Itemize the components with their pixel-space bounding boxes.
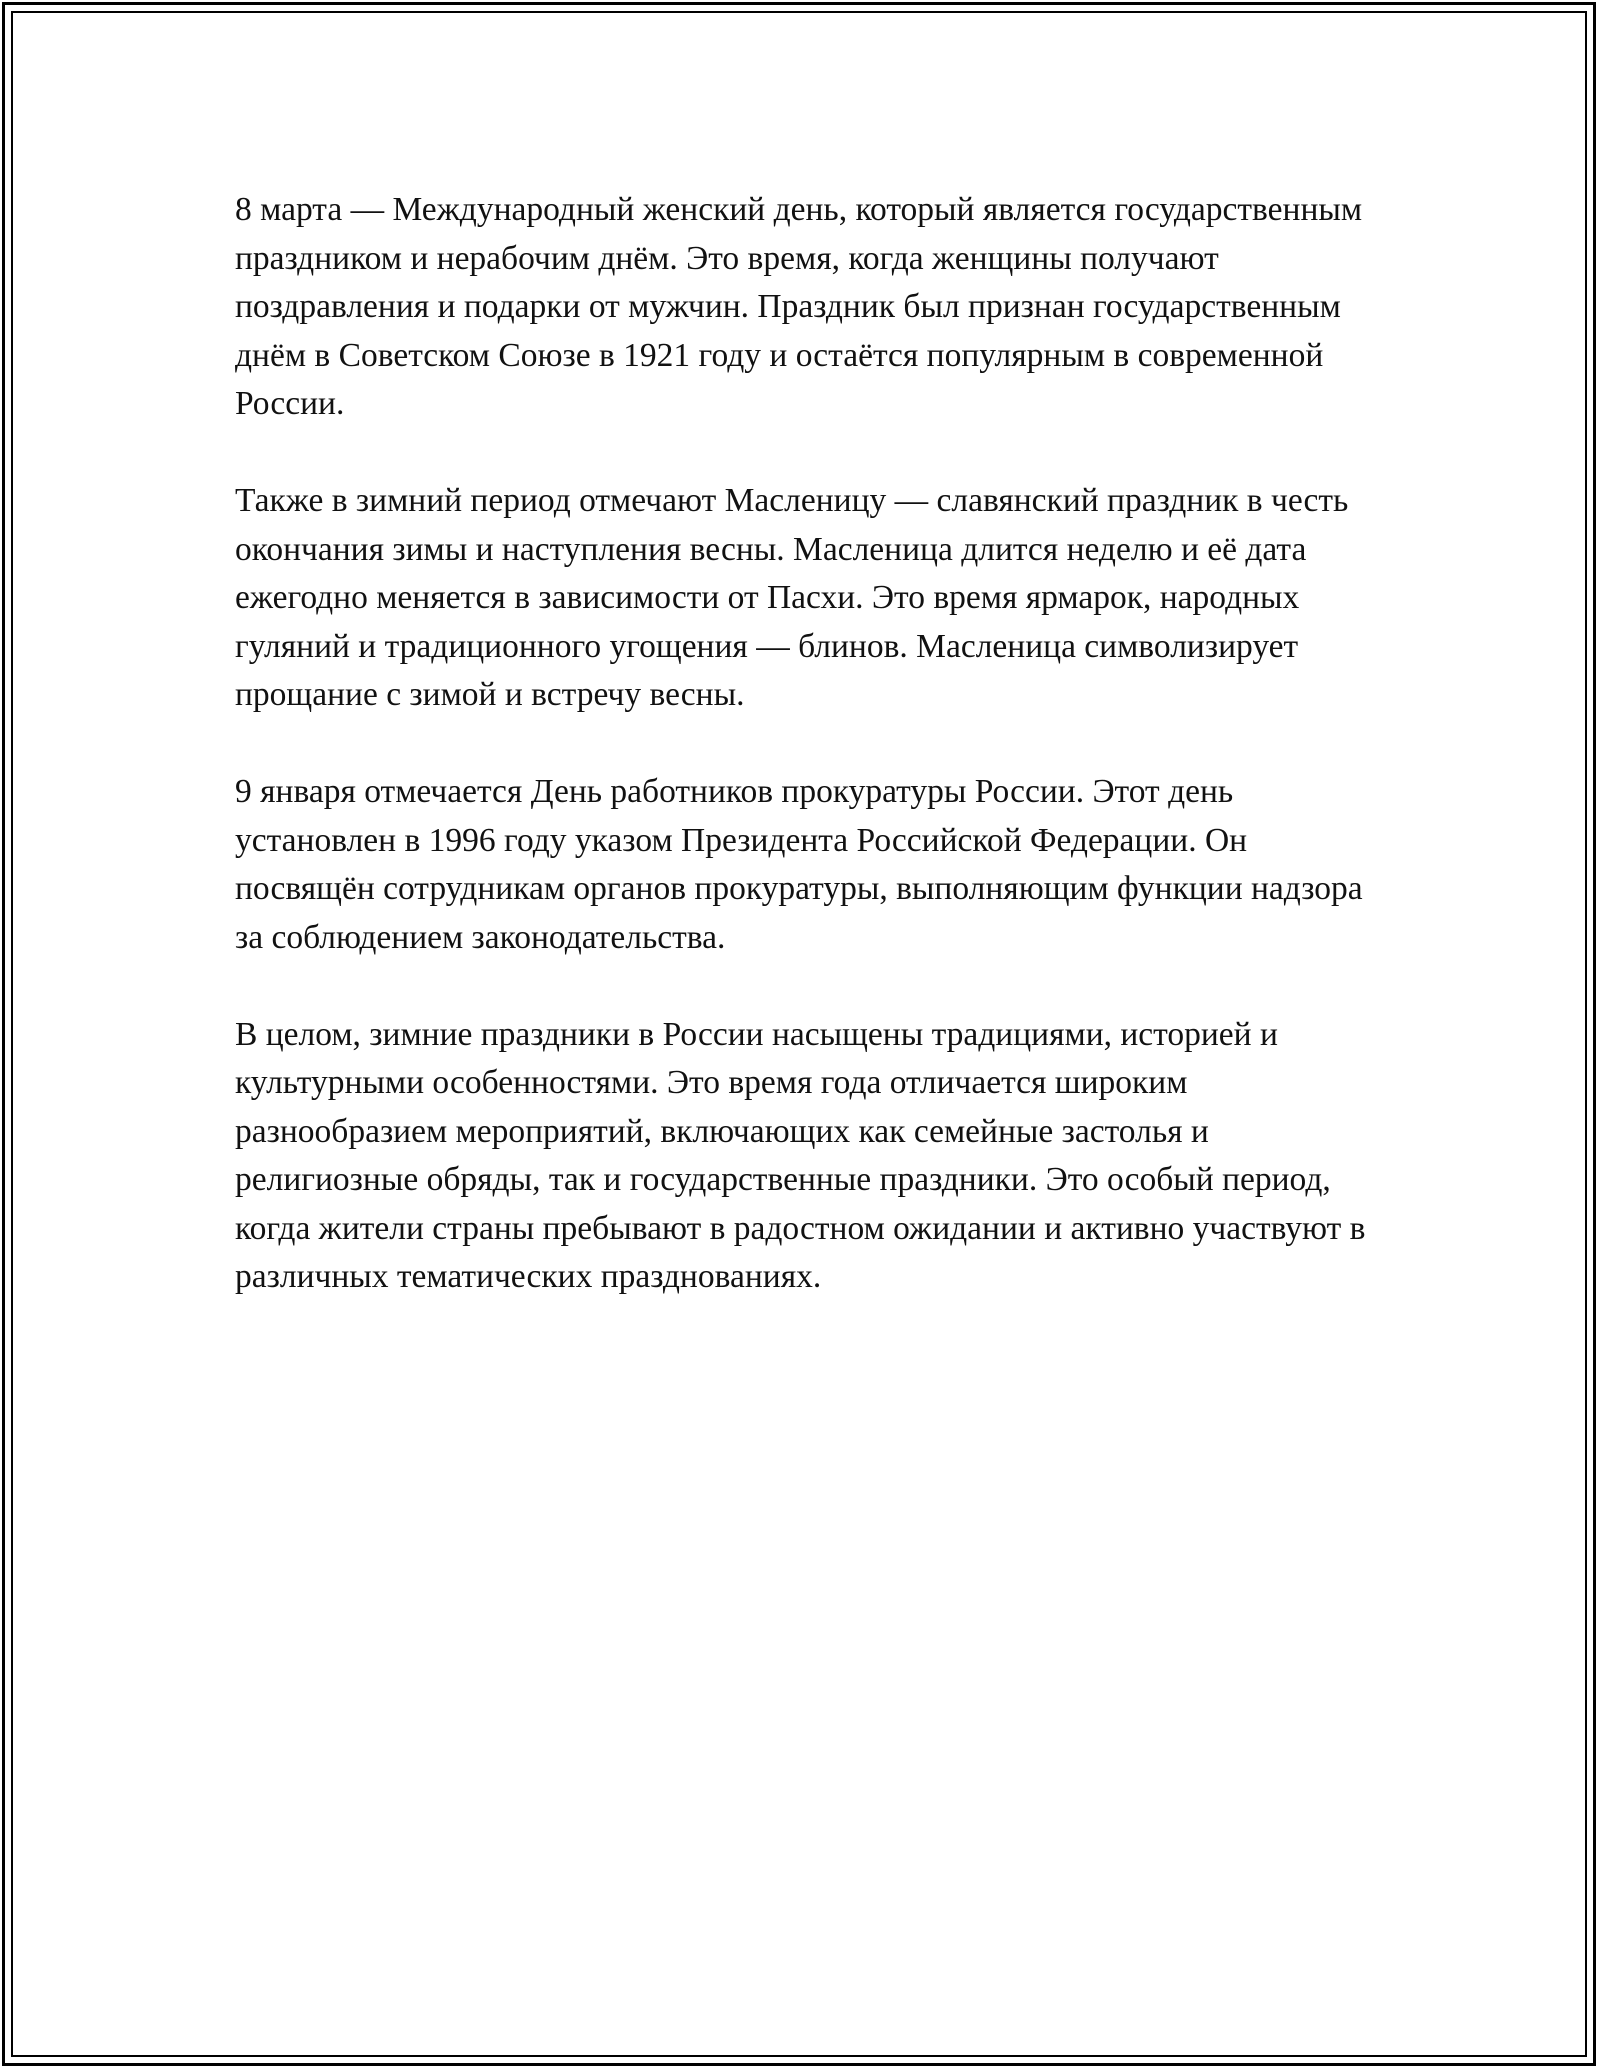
paragraph-maslenitsa: Также в зимний период отмечают Масленицу — славянский праздник в честь окончания зимы и наступления весны. Масленица длится неделю и её дата ежегодно меняется в зависимости от Пасхи. Это время ярмарок, народных гуляний и традиционного угощения — блинов. Масленица символизирует прощание с зимой и встречу весны. — [235, 482, 1349, 713]
paragraph-womens-day: 8 марта — Международный женский день, который является государственным праздником и нерабочим днём. Это время, когда женщины получают поздравления и подарки от мужчин. Праздник был признан государственным днём в Советском Союзе в 1921 году и остаётся популярным в современной России. — [235, 191, 1363, 422]
document-body — [235, 186, 1385, 1350]
paragraph-conclusion: В целом, зимние праздники в России насыщены традициями, историей и культурными особенностями. Это время года отличается широким разнообразием мероприятий, включающих как семейные застолья и религиозные обряды, так и государственные праздники. Это особый период, когда жители страны пребывают в радостном ожидании и активно участвуют в различных тематических празднованиях. — [235, 1015, 1366, 1295]
paragraph-prosecutors-day: 9 января отмечается День работников прокуратуры России. Этот день установлен в 1996 году указом Президента Российской Федерации. Он посвящён сотрудникам органов прокуратуры, выполняющим функции надзора за соблюдением законодательства. — [235, 773, 1363, 956]
